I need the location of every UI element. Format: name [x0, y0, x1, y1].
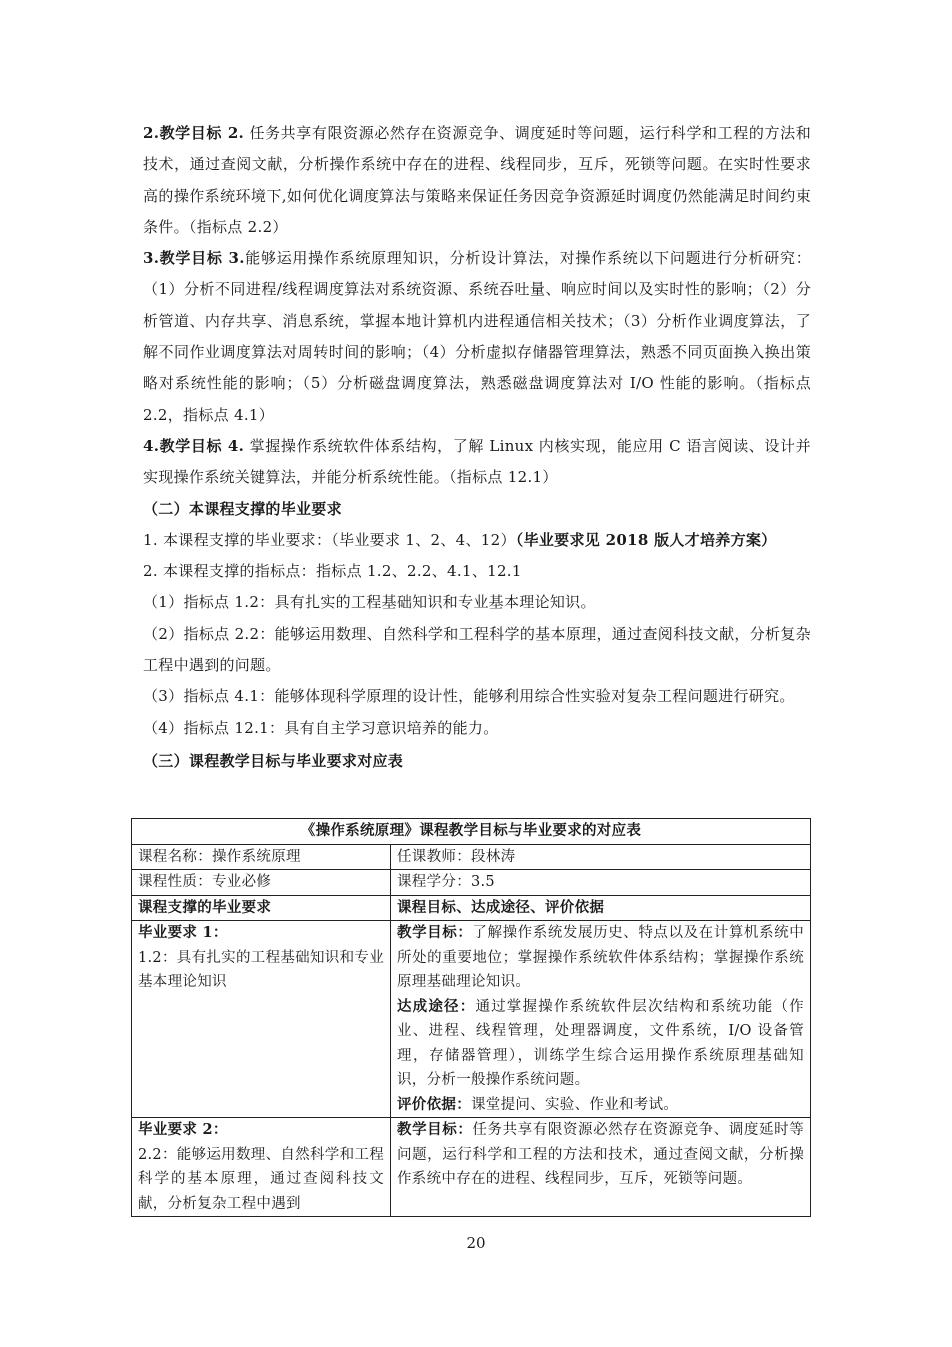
table-row — [132, 844, 811, 870]
requirement-2-cell — [132, 1118, 391, 1217]
objective-2-cell — [391, 1118, 811, 1217]
supported-requirements-note: （毕业要求见 2018 版人才培养方案） — [515, 530, 777, 549]
goal-4-label: 4.教学目标 4. — [143, 436, 245, 455]
indicator-4-1: （3）指标点 4.1：能够体现科学原理的设计性，能够利用综合性实验对复杂工程问题进行研究。 — [143, 687, 795, 706]
objective-label: 教学目标： — [397, 1121, 473, 1138]
requirement-title: 毕业要求 1： — [138, 924, 228, 941]
table-row — [132, 1118, 811, 1217]
objective-text: 任务共享有限资源必然存在资源竞争、调度延时等问题，运行科学和工程的方法和技术，通过查阅文献，分析操作系统中存在的进程、线程同步，互斥，死锁等问题。 — [397, 1122, 804, 1187]
page-number: 20 — [466, 1234, 486, 1252]
table-row — [132, 870, 811, 896]
path-text: 通过掌握操作系统软件层次结构和系统功能（作业、进程、线程管理，处理器调度，文件系统，I/O 设备管理，存储器管理），训练学生综合运用操作系统原理基础知识，分析一般操作系统问题。 — [397, 998, 804, 1088]
table-caption: 《操作系统原理》课程教学目标与毕业要求的对应表 — [132, 819, 811, 845]
goal-2-paragraph — [143, 118, 811, 243]
supported-requirements-text: 1. 本课程支撑的毕业要求：（毕业要求 1、2、4、12） — [143, 530, 516, 549]
course-type-cell: 课程性质：专业必修 — [132, 870, 391, 896]
supported-requirements — [143, 525, 811, 556]
requirement-title: 毕业要求 2： — [138, 1121, 228, 1138]
section-2-heading: （二）本课程支撑的毕业要求 — [143, 499, 342, 518]
column-header-objectives: 课程目标、达成途径、评价依据 — [391, 895, 811, 921]
requirement-text: 2.2：能够运用数理、自然科学和工程科学的基本原理，通过查阅科技文献，分析复杂工程中遇到 — [138, 1146, 384, 1212]
goal-3-label: 3.教学目标 3. — [143, 249, 245, 268]
credits-cell: 课程学分：3.5 — [391, 870, 811, 896]
section-3-heading: （三）课程教学目标与毕业要求对应表 — [143, 751, 404, 770]
goal-4-paragraph — [143, 431, 811, 494]
goal-3-paragraph — [143, 243, 811, 431]
indicator-2-2: （2）指标点 2.2：能够运用数理、自然科学和工程科学的基本原理，通过查阅科技文献，分析复杂工程中遇到的问题。 — [143, 624, 811, 675]
table-header-row — [132, 895, 811, 921]
table-row — [132, 921, 811, 1118]
requirement-1-cell — [132, 921, 391, 1118]
supported-indicators: 2. 本课程支撑的指标点：指标点 1.2、2.2、4.1、12.1 — [143, 562, 522, 581]
path-label: 达成途径： — [397, 997, 476, 1015]
goal-2-label: 2.教学目标 2. — [143, 124, 245, 142]
evaluation-label: 评价依据： — [397, 1095, 471, 1113]
teacher-cell: 任课教师：段林涛 — [391, 844, 811, 870]
table-caption-row — [132, 819, 811, 845]
objective-text: 了解操作系统发展历史、特点以及在计算机系统中所处的重要地位；掌握操作系统软件体系结构；掌握操作系统原理基础理论知识。 — [397, 925, 804, 990]
document-body — [143, 118, 811, 772]
column-header-requirements: 课程支撑的毕业要求 — [132, 895, 391, 921]
objective-label: 教学目标： — [397, 924, 473, 941]
course-name-cell: 课程名称：操作系统原理 — [132, 844, 391, 870]
indicator-12-1: （4）指标点 12.1：具有自主学习意识培养的能力。 — [143, 718, 499, 737]
goal-4-text: 掌握操作系统软件体系结构，了解 Linux 内核实现，能应用 C 语言阅读、设计并实现操作系统关键算法，并能分析系统性能。（指标点 12.1） — [143, 436, 811, 487]
goal-2-text: 任务共享有限资源必然存在资源竞争、调度延时等问题，运行科学和工程的方法和技术，通过查阅文献，分析操作系统中存在的进程、线程同步，互斥，死锁等问题。在实时性要求高的操作系统环境下,如何优化调度算法与策略来保证任务因竞争资源延时调度仍然能满足时间约束条件。（指标点 2.2） — [143, 124, 812, 236]
indicator-1-2: （1）指标点 1.2：具有扎实的工程基础知识和专业基本理论知识。 — [143, 593, 596, 612]
evaluation-text: 课堂提问、实验、作业和考试。 — [471, 1096, 679, 1113]
objectives-requirements-table — [131, 818, 811, 1217]
requirement-text: 1.2：具有扎实的工程基础知识和专业基本理论知识 — [138, 949, 384, 990]
objective-1-cell — [391, 921, 811, 1118]
goal-3-text: 能够运用操作系统原理知识，分析设计算法，对操作系统以下问题进行分析研究：（1）分析不同进程/线程调度算法对系统资源、系统吞吐量、响应时间以及实时性的影响；（2）分析管道、内存共享、消息系统，掌握本地计算机内进程通信相关技术；（3）分析作业调度算法，了解不同作业调度算法对周转时间的影响；（4）分析虚拟存储器管理算法，熟悉不同页面换入换出策略对系统性能的影响；（5）分析磁盘调度算法，熟悉磁盘调度算法对 I/O 性能的影响。（指标点 2.2，指标点 4.1） — [143, 249, 811, 424]
